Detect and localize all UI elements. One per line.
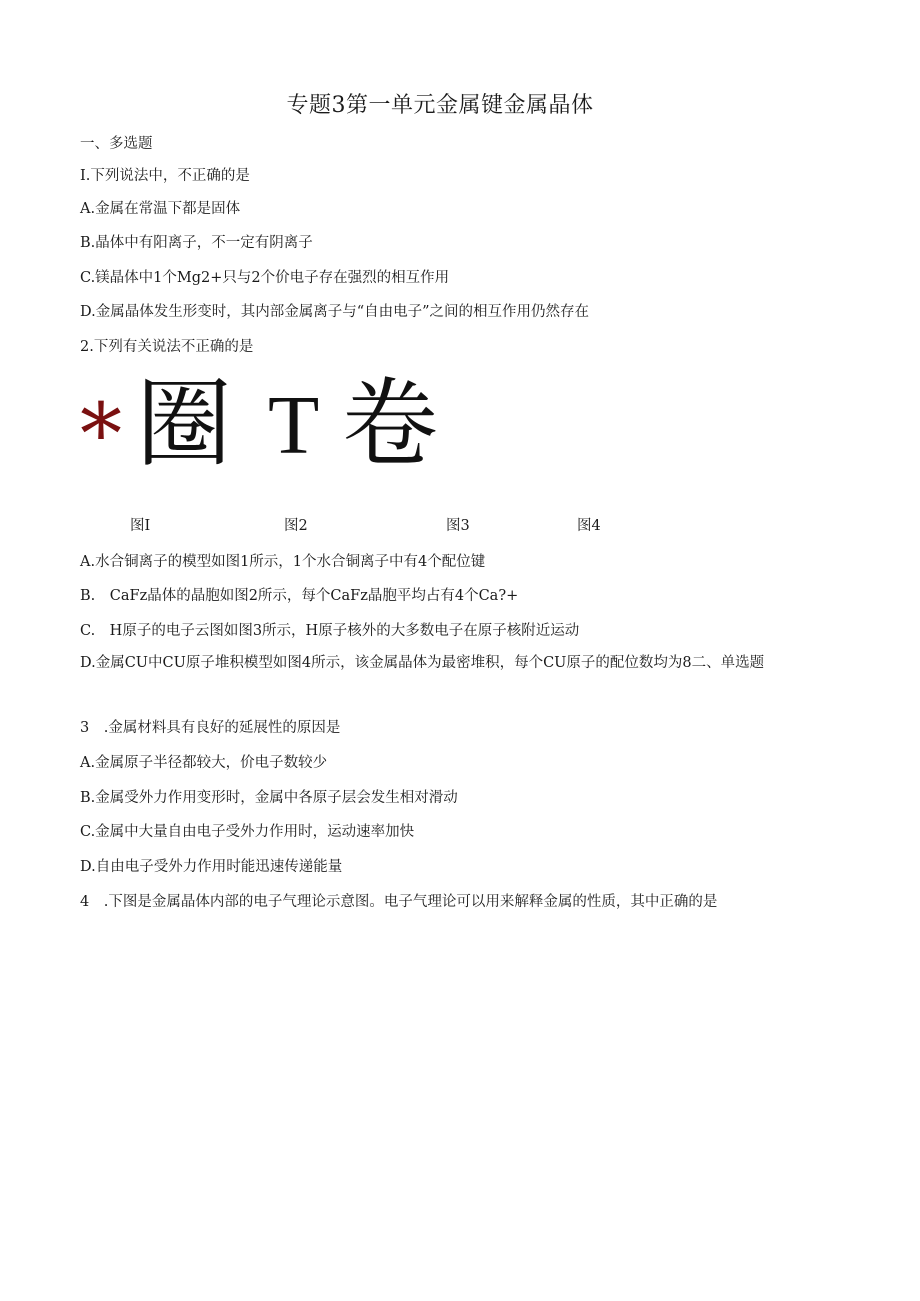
figure-3-glyph: T [268,379,320,472]
figure-2-caption: 图2 [284,518,308,534]
question-1-stem: I.下列说法中，不正确的是 [80,168,250,184]
question-2-option-c: C. H原子的电子云图如图3所示，H原子核外的大多数电子在原子核附近运动 [80,623,580,639]
question-3-stem: 3 .金属材料具有良好的延展性的原因是 [80,720,341,736]
question-2-option-d: D.金属CU中CU原子堆积模型如图4所示，该金属晶体为最密堆积，每个CU原子的配位数均为8二、单选题 [80,655,765,671]
figure-1-caption: 图I [130,518,151,534]
question-1-option-c: C.镁晶体中1个Mg2+只与2个价电子存在强烈的相互作用 [80,270,450,286]
question-2-option-b: B. CaFz晶体的晶胞如图2所示，每个CaFz晶胞平均占有4个Ca?+ [80,588,519,604]
question-1-option-b: B.晶体中有阳离子，不一定有阴离子 [80,235,313,251]
figure-glyph-row [80,368,480,483]
figure-3-caption: 图3 [446,518,470,534]
question-2-stem: 2.下列有关说法不正确的是 [80,339,254,355]
question-3-option-c: C.金属中大量自由电子受外力作用时，运动速率加快 [80,824,415,840]
figure-2-glyph: 圈 [136,368,232,480]
figure-4-glyph: 卷 [342,368,438,480]
question-3-option-a: A.金属原子半径都较大，价电子数较少 [80,755,328,771]
figure-4-caption: 图4 [577,518,601,534]
question-4-stem: 4 .下图是金属晶体内部的电子气理论示意图。电子气理论可以用来解释金属的性质，其中正确的是 [80,894,718,910]
page-title: 专题3第一单元金属键金属晶体 [286,93,594,118]
section-heading-multiple-choice: 一、多选题 [80,136,153,152]
question-1-option-a: A.金属在常温下都是固体 [80,201,241,217]
question-3-option-d: D.自由电子受外力作用时能迅速传递能量 [80,859,343,875]
question-2-option-a: A.水合铜离子的模型如图1所示，1个水合铜离子中有4个配位键 [80,554,486,570]
question-1-option-d: D.金属晶体发生形变时，其内部金属离子与“自由电子”之间的相互作用仍然存在 [80,304,590,320]
figure-1-glyph: * [80,385,122,483]
question-3-option-b: B.金属受外力作用变形时，金属中各原子层会发生相对滑动 [80,790,458,806]
